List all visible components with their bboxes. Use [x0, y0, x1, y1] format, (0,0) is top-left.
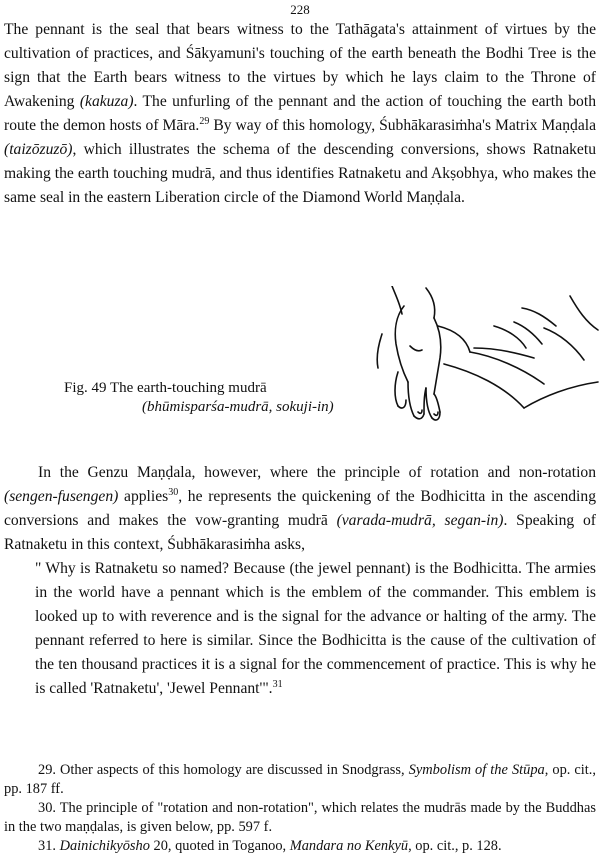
- footnote-31: 31. Dainichikyōsho 20, quoted in Toganoo, Mandara no Kenkyū, op. cit., p. 128.: [38, 838, 502, 854]
- block-quote: " Why is Ratnaketu so named? Because (the jewel pennant) is the Bodhicitta. The armies in the world have a pennant which is the emblem of the commander. This emblem is looked up to with reverence and is the signal for the advance or halting of the army. The pennant referred to here is similar. Since the Bodhicitta is the cause of the cultivation of the ten thousand practices it is a signal for the commencement of practice. This is why he is called 'Ratnaketu', 'Jewel Pennant'".$^{31}$: [35, 560, 596, 697]
- figure-sublabel: (bhūmisparśa-mudrā, sokuji-in): [142, 399, 334, 415]
- footnote-30: 30. The principle of "rotation and non-rotation", which relates the mudrās made by the Buddhas in the two maṇḍalas, is given below, pp. 597 f.: [4, 800, 596, 835]
- footnote-ref-31[interactable]: 31: [272, 679, 283, 690]
- hand-drawing-icon: [374, 286, 600, 426]
- figure-label: Fig. 49 The earth-touching mudrā: [64, 380, 267, 396]
- footnote-ref-29[interactable]: 29: [199, 116, 210, 127]
- footnote-ref-30[interactable]: 30: [168, 487, 179, 498]
- figure-caption: [64, 379, 364, 417]
- footnote-29: 29. Other aspects of this homology are discussed in Snodgrass, Symbolism of the Stūpa, op. cit., pp. 187 ff.: [4, 762, 596, 797]
- footnotes: [4, 761, 596, 856]
- paragraph-1: The pennant is the seal that bears witness to the Tathāgata's attainment of virtues by the cultivation of practices, and Śākyamuni's touching of the earth beneath the Bodhi Tree is the sign that the Earth bears witness to the virtues by which he lays claim to the Throne of Awakening (kakuza). The unfurling of the pennant and the action of touching the earth both route the demon hosts of Māra.$^{29}$ By way of this homology, Śubhākarasiṁha's Matrix Maṇḍala (taizōzuzō), which illustrates the schema of the descending conversions, shows Ratnaketu making the earth touching mudrā, and thus identifies Ratnaketu and Akṣobhya, who makes the same seal in the eastern Liberation circle of the Diamond World Maṇḍala.: [4, 21, 596, 206]
- paragraph-2: In the Genzu Maṇḍala, however, where the principle of rotation and non-rotation (sengen-fusengen) applies$^{30}$, he represents the quickening of the Bodhicitta in the ascending conversions and makes the vow-granting mudrā (varada-mudrā, segan-in). Speaking of Ratnaketu in this context, Śubhākarasiṁha asks,: [4, 464, 596, 553]
- page-number: 228: [290, 2, 310, 17]
